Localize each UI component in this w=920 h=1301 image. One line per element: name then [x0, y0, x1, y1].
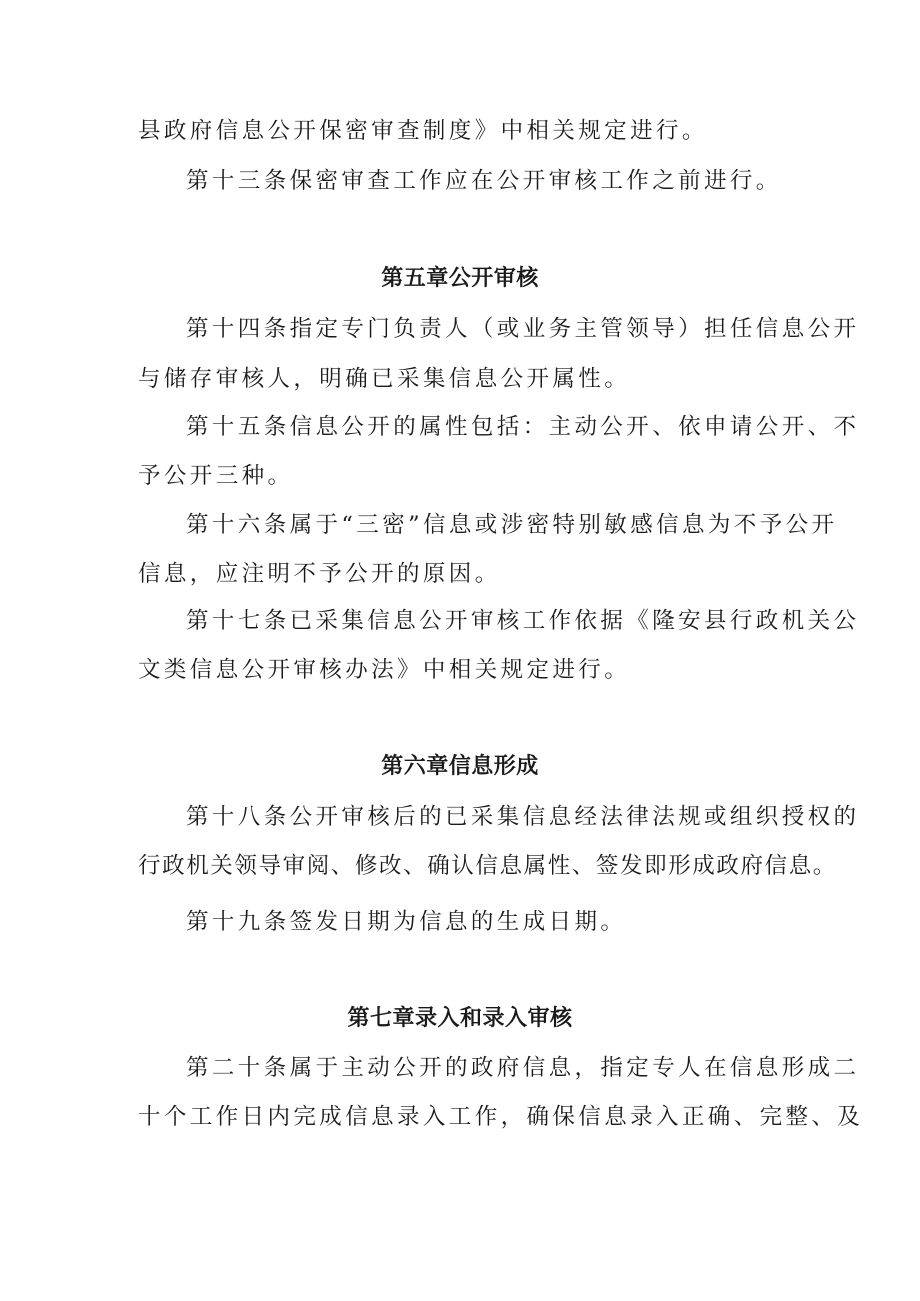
- article-18-line-2: 行政机关领导审阅、修改、确认信息属性、签发即形成政府信息。: [138, 853, 837, 879]
- paragraph-line: 县政府信息公开保密审查制度》中相关规定进行。: [138, 118, 708, 144]
- article-17-line-1: 第十七条已采集信息公开审核工作依据《隆安县行政机关公: [186, 608, 860, 634]
- article-19: 第十九条签发日期为信息的生成日期。: [186, 909, 627, 935]
- article-13: 第十三条保密审查工作应在公开审核工作之前进行。: [186, 168, 782, 194]
- article-20-line-2: 十个工作日内完成信息录入工作，确保信息录入正确、完整、及: [138, 1104, 864, 1130]
- article-17-line-2: 文类信息公开审核办法》中相关规定进行。: [138, 657, 631, 683]
- article-16-line-1: 第十六条属于“三密”信息或涉密特别敏感信息为不予公开: [186, 512, 838, 538]
- article-14-line-1: 第十四条指定专门负责人（或业务主管领导）担任信息公开: [186, 316, 860, 342]
- article-15-line-2: 予公开三种。: [138, 463, 294, 489]
- article-20-line-1: 第二十条属于主动公开的政府信息，指定专人在信息形成二: [186, 1055, 860, 1081]
- chapter-6-heading: 第六章信息形成: [381, 754, 539, 779]
- article-16-line-2: 信息，应注明不予公开的原因。: [138, 561, 501, 587]
- article-14-line-2: 与储存审核人，明确已采集信息公开属性。: [138, 366, 631, 392]
- article-18-line-1: 第十八条公开审核后的已采集信息经法律法规或组织授权的: [186, 804, 860, 830]
- chapter-5-heading: 第五章公开审核: [381, 266, 539, 291]
- article-15-line-1: 第十五条信息公开的属性包括：主动公开、依申请公开、不: [186, 414, 860, 440]
- chapter-7-heading: 第七章录入和录入审核: [347, 1006, 573, 1031]
